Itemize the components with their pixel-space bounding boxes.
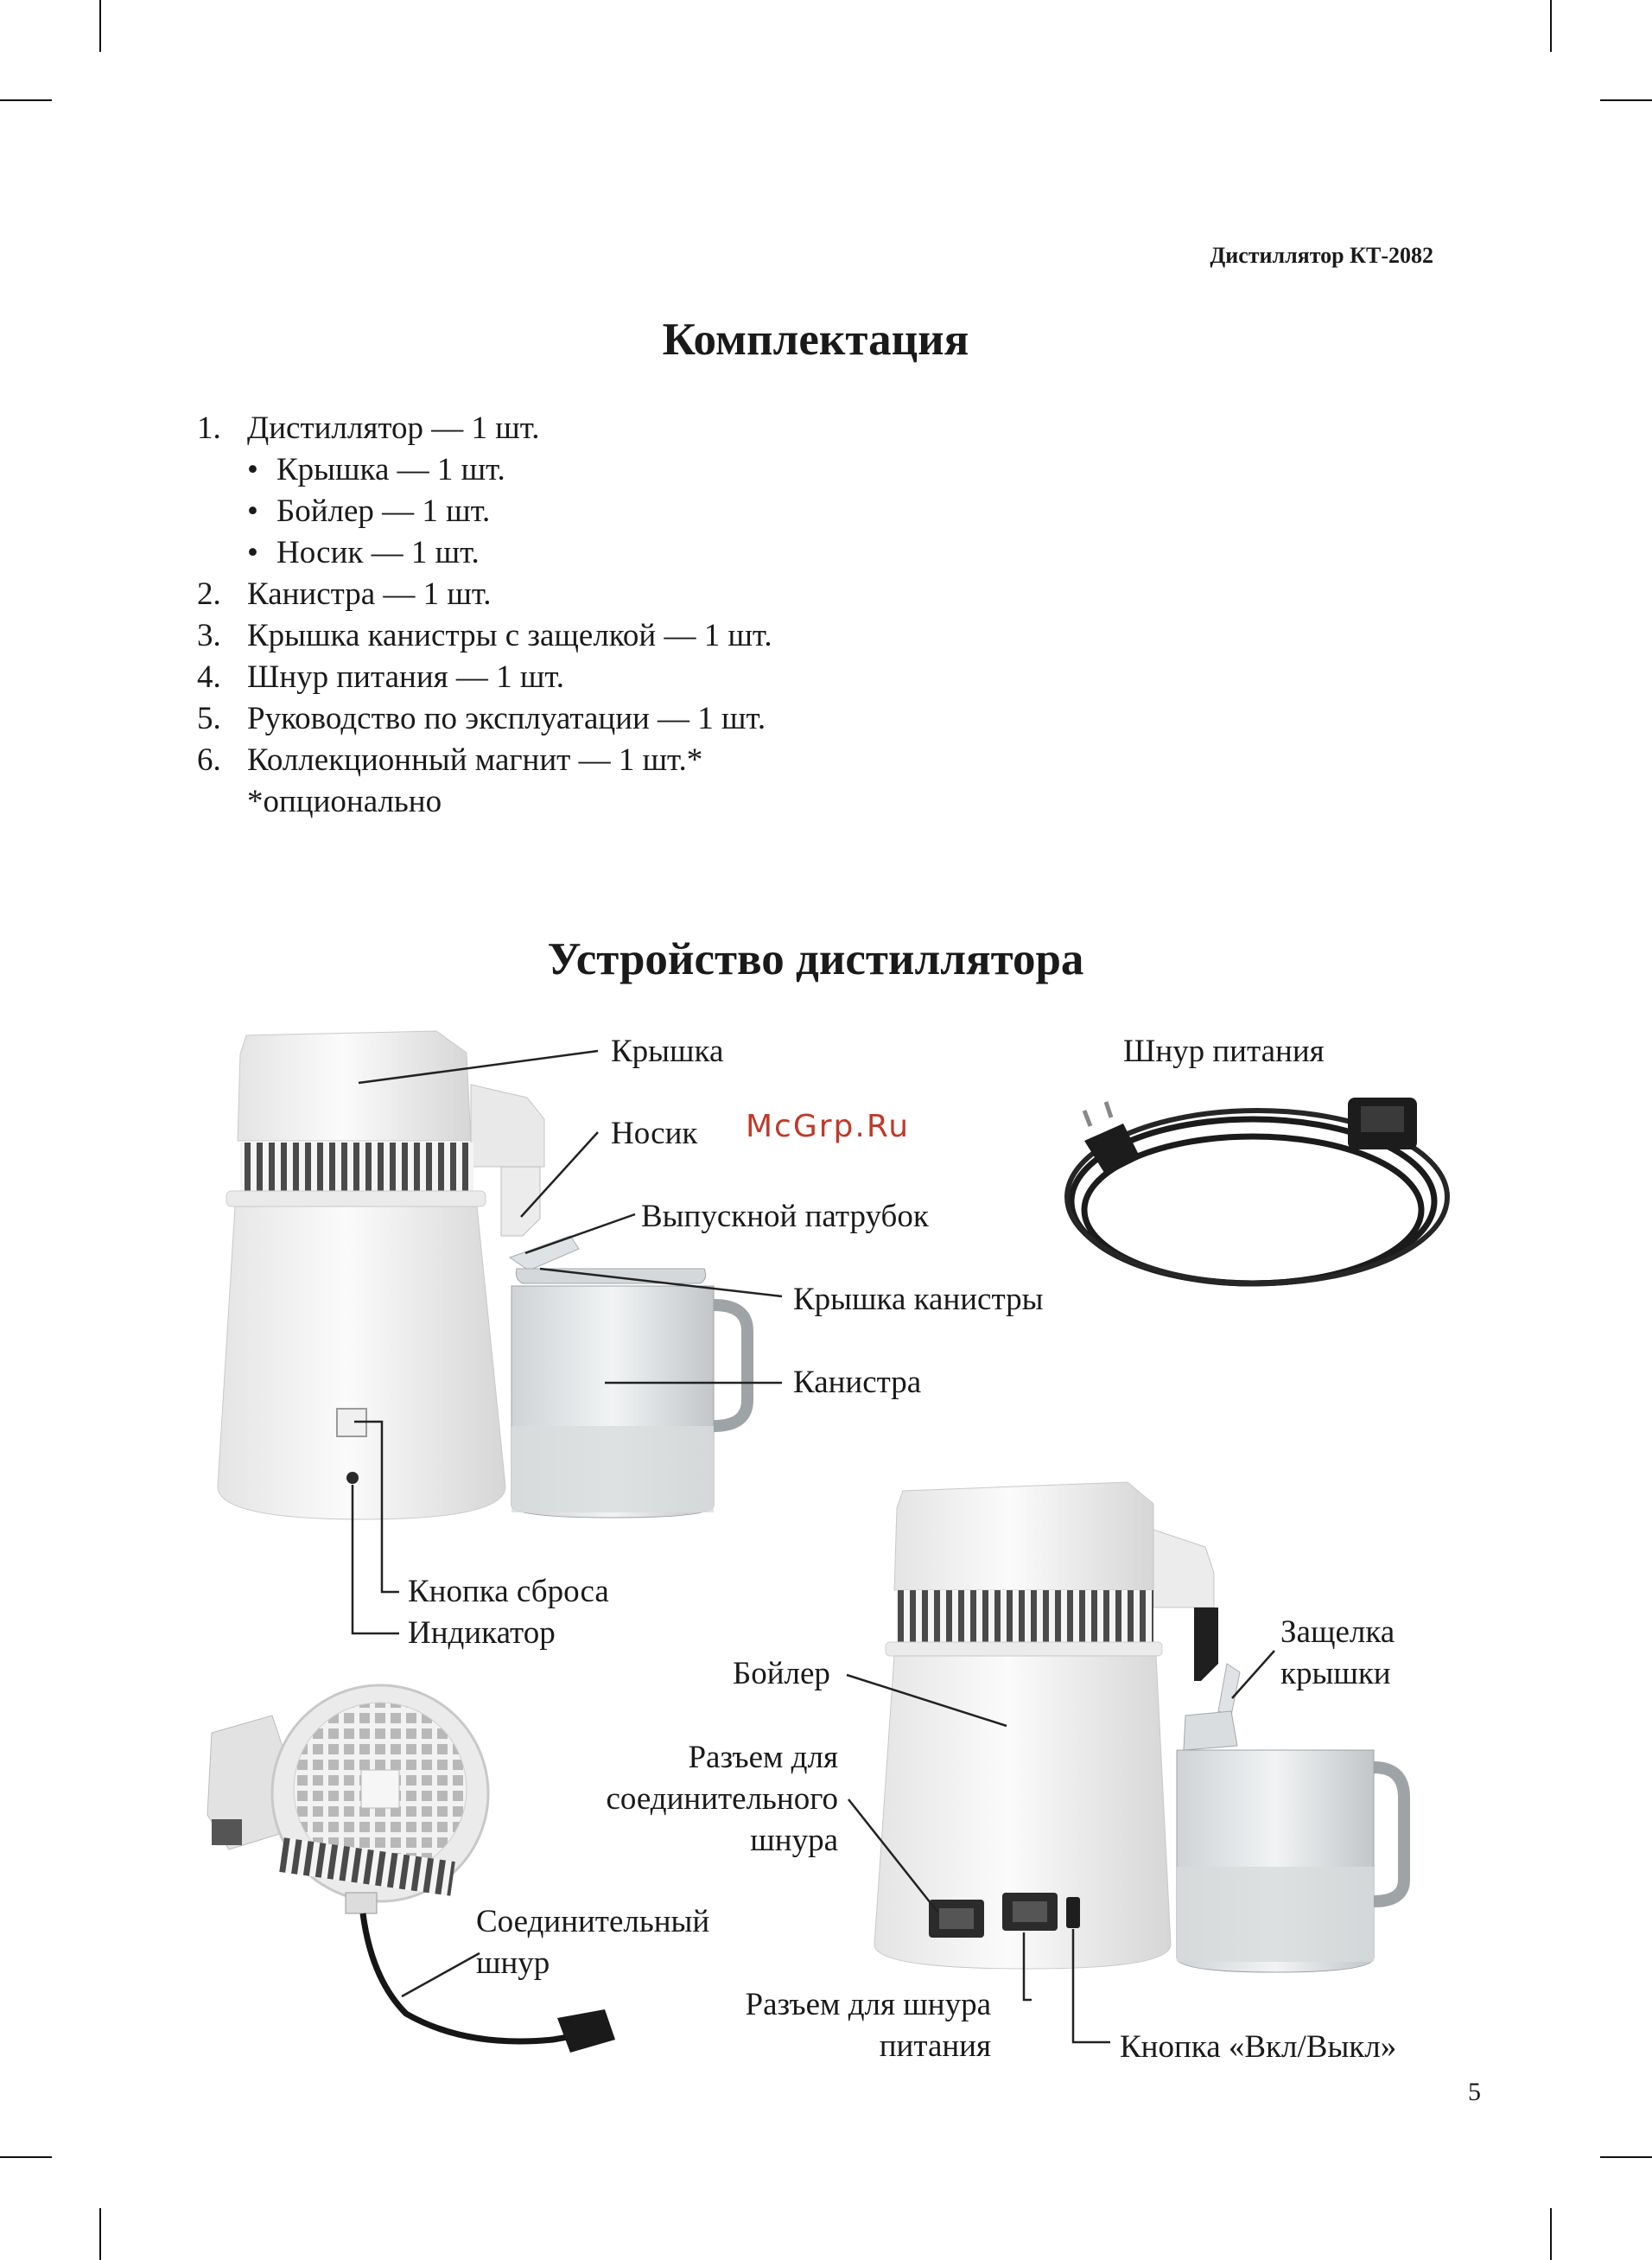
watermark: McGrp.Ru (746, 1109, 911, 1144)
sub-list-text: Крышка — 1 шт. (276, 452, 505, 487)
top-assembly-image (207, 1685, 615, 2053)
bullet-icon: • (247, 493, 258, 529)
power-cord-image (1067, 1098, 1447, 1283)
section-title-contents: Комплектация (662, 315, 969, 365)
bullet-icon: • (247, 452, 258, 487)
label-canister-lid: Крышка канистры (793, 1282, 1044, 1317)
label-power-button: Кнопка «Вкл/Выкл» (1120, 2029, 1397, 2065)
label-canister: Канистра (793, 1365, 922, 1400)
list-number: 5. (197, 701, 221, 736)
label-line: Разъем для шнура (745, 1987, 991, 2022)
label-line: шнур (476, 1945, 550, 1981)
page-number: 5 (1468, 2078, 1481, 2106)
list-text: Дистиллятор — 1 шт. (247, 411, 540, 446)
label-line: Разъем для (688, 1740, 838, 1775)
distiller-back-view (874, 1482, 1404, 1972)
label-line: соединительного (606, 1781, 838, 1817)
label-line: шнура (750, 1823, 838, 1858)
label-spout: Носик (611, 1116, 698, 1151)
sub-list-text: Носик — 1 шт. (276, 535, 480, 570)
list-number: 4. (197, 659, 221, 695)
list-number: 2. (197, 576, 221, 612)
section-title-device: Устройство дистиллятора (547, 934, 1084, 984)
list-text: Крышка канистры с защелкой — 1 шт. (247, 618, 772, 653)
list-number: 1. (197, 411, 221, 446)
label-power-cord: Шнур питания (1123, 1034, 1325, 1069)
list-number: 3. (197, 618, 221, 653)
footnote: *опционально (247, 784, 442, 819)
label-boiler: Бойлер (733, 1656, 830, 1691)
list-text: Коллекционный магнит — 1 шт.* (247, 742, 703, 778)
list-text: Шнур питания — 1 шт. (247, 659, 565, 695)
label-line: крышки (1280, 1656, 1391, 1691)
list-text: Канистра — 1 шт. (247, 576, 492, 612)
label-indicator: Индикатор (408, 1615, 556, 1651)
list-text: Руководство по эксплуатации — 1 шт. (247, 701, 766, 736)
label-connector-socket (606, 1737, 838, 1862)
label-reset-button: Кнопка сброса (408, 1574, 609, 1609)
label-line: питания (879, 2028, 991, 2064)
list-number: 6. (197, 742, 221, 778)
label-connecting-cord (476, 1901, 709, 1984)
sub-list-text: Бойлер — 1 шт. (276, 493, 491, 529)
label-line: Защелка (1280, 1614, 1395, 1650)
label-lid: Крышка (611, 1034, 724, 1069)
label-power-socket (746, 1984, 991, 2067)
label-line: Соединительный (476, 1904, 710, 1939)
label-lid-latch (1280, 1612, 1395, 1695)
bullet-icon: • (247, 535, 258, 570)
running-header: Дистиллятор КТ-2082 (1210, 243, 1433, 268)
distiller-front-view (218, 1031, 747, 1519)
label-outlet: Выпускной патрубок (641, 1199, 929, 1234)
